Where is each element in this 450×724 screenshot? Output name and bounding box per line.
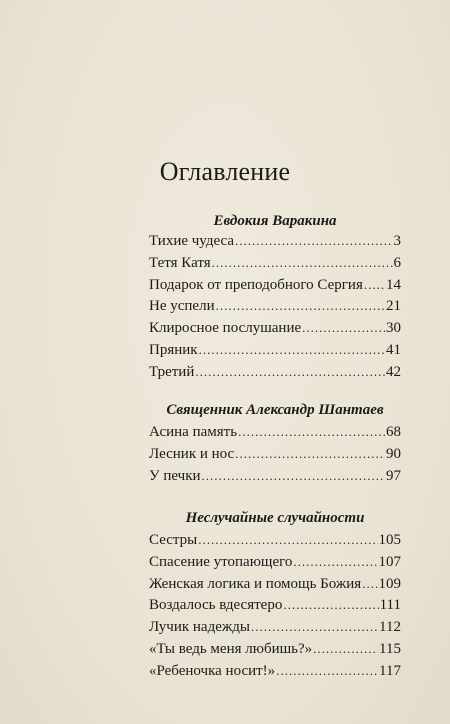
- entry-page: 115: [379, 640, 401, 657]
- toc-entry: [149, 663, 401, 685]
- entry-title: Не успели: [149, 298, 215, 315]
- dot-leader: [313, 641, 378, 657]
- entry-page: 21: [386, 298, 401, 315]
- dot-leader: [235, 446, 385, 462]
- dot-leader: [212, 255, 393, 271]
- dot-leader: [293, 554, 377, 570]
- entry-page: 90: [386, 445, 401, 462]
- entry-page: 112: [379, 619, 401, 636]
- entry-page: 30: [386, 320, 401, 337]
- entry-page: 6: [393, 254, 401, 271]
- dot-leader: [235, 233, 392, 249]
- dot-leader: [195, 364, 385, 380]
- entry-page: 68: [386, 424, 401, 440]
- toc-entry: [149, 576, 401, 598]
- entry-title: Женская логика и помощь Божия: [149, 575, 362, 592]
- toc-entry: [149, 619, 401, 641]
- page-title: Оглавление: [159, 157, 291, 186]
- entry-title: Тетя Катя: [149, 254, 211, 271]
- entry-title: Третий: [149, 363, 195, 380]
- toc-entry: [149, 446, 401, 468]
- entry-title: Воздалось вдесятеро: [149, 597, 283, 614]
- toc-entry: [149, 532, 401, 554]
- toc-entry: [149, 342, 401, 364]
- entry-title: «Ребеночка носит!»: [149, 662, 276, 679]
- dot-leader: [276, 663, 378, 679]
- entry-page: 111: [379, 597, 401, 614]
- dot-leader: [362, 576, 377, 592]
- entry-title: Сестры: [149, 532, 198, 548]
- toc-entry: [149, 233, 401, 255]
- toc-entry: [149, 468, 401, 490]
- dot-leader: [199, 342, 385, 358]
- entry-title: Тихие чудеса: [149, 233, 235, 249]
- entry-page: 97: [386, 467, 401, 484]
- entry-title: Асина память: [149, 424, 238, 440]
- entry-title: Подарок от преподобного Сергия: [149, 276, 363, 293]
- entry-page: 3: [393, 233, 401, 249]
- toc-entry: [149, 641, 401, 663]
- toc-section-2: [149, 424, 401, 489]
- toc-entry: [149, 277, 401, 299]
- entry-title: «Ты ведь меня любишь?»: [149, 640, 313, 657]
- section-heading: Неслучайные случайности: [185, 510, 365, 526]
- toc-entry: [149, 364, 401, 386]
- toc-entry: [149, 298, 401, 320]
- dot-leader: [302, 320, 385, 336]
- toc-section-1: [149, 233, 401, 386]
- toc-entry: [149, 320, 401, 342]
- section-heading: Евдокия Варакина: [213, 213, 337, 229]
- dot-leader: [202, 468, 385, 484]
- entry-title: Лучик надежды: [149, 619, 250, 636]
- dot-leader: [283, 597, 378, 613]
- toc-entry: [149, 597, 401, 619]
- entry-page: 42: [386, 363, 401, 380]
- entry-page: 109: [378, 575, 401, 592]
- entry-page: 107: [378, 553, 401, 570]
- toc-entry: [149, 255, 401, 277]
- entry-page: 41: [386, 341, 401, 358]
- entry-page: 14: [386, 276, 401, 293]
- entry-page: 105: [378, 532, 401, 548]
- dot-leader: [216, 298, 385, 314]
- dot-leader: [238, 424, 385, 440]
- toc-entry: [149, 554, 401, 576]
- entry-title: Лесник и нос: [149, 445, 235, 462]
- entry-title: Пряник: [149, 341, 198, 358]
- toc-entry: [149, 424, 401, 446]
- section-heading: Священник Александр Шантаев: [166, 402, 384, 418]
- dot-leader: [364, 277, 385, 293]
- dot-leader: [198, 532, 377, 548]
- entry-title: У печки: [149, 467, 201, 484]
- toc-section-3: [149, 532, 401, 685]
- entry-title: Спасение утопающего: [149, 553, 293, 570]
- dot-leader: [251, 619, 378, 635]
- entry-title: Клиросное послушание: [149, 320, 302, 337]
- entry-page: 117: [379, 662, 401, 679]
